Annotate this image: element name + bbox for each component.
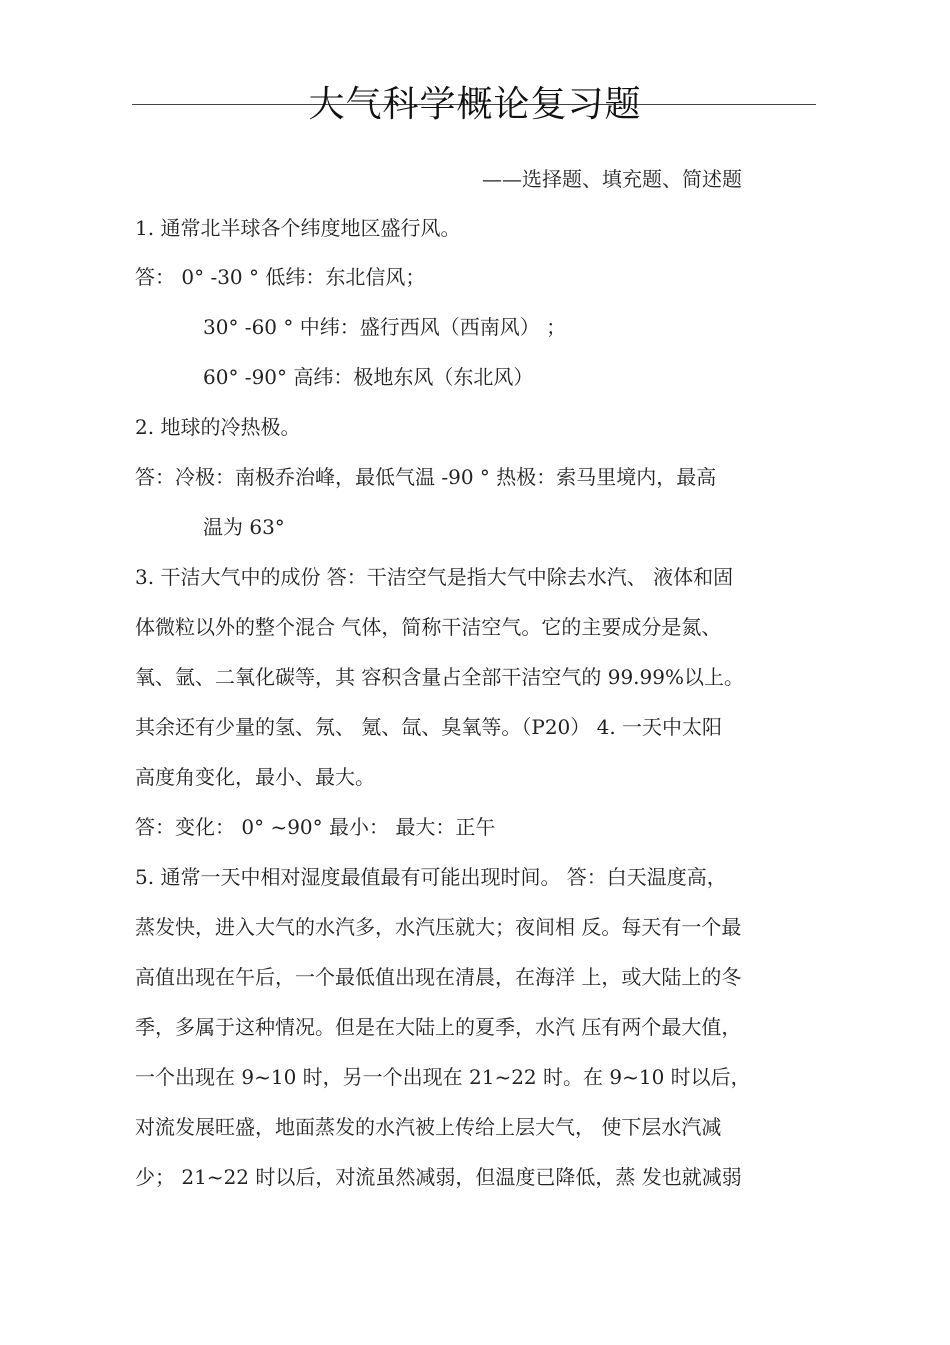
page-subtitle: ——选择题、填充题、简述题 — [482, 167, 742, 191]
answer-2-line-2: 温为 63° — [203, 515, 285, 539]
page-title-text: 大气科学概论复习题 — [308, 84, 642, 125]
question-3-line-3: 氧、氩、二氧化碳等，其 容积含量占全部干洁空气的 99.99%以上。 — [135, 665, 744, 689]
answer-5-line-6: 少； 21~22 时以后，对流虽然减弱，但温度已降低，蒸 发也就减弱 — [135, 1165, 742, 1189]
answer-1-line-2: 30° -60 ° 中纬：盛行西风（西南风） ； — [203, 315, 567, 339]
answer-5-line-3: 季，多属于这种情况。但是在大陆上的夏季，水汽 压有两个最大值， — [135, 1015, 742, 1039]
question-5-line-1: 5. 通常一天中相对湿度最值最有可能出现时间。 答：白天温度高， — [135, 865, 727, 889]
question-1: 1. 通常北半球各个纬度地区盛行风。 — [135, 216, 461, 240]
answer-5-line-4: 一个出现在 9~10 时，另一个出现在 21~22 时。在 9~10 时以后， — [135, 1065, 751, 1089]
question-3-line-4: 其余还有少量的氢、氖、 氪、氙、臭氧等。（P20） 4. 一天中太阳 — [135, 715, 723, 739]
answer-1-line-1: 答： 0° -30 ° 低纬：东北信风； — [135, 265, 426, 289]
question-2: 2. 地球的冷热极。 — [135, 415, 301, 439]
answer-2-line-1: 答：冷极：南极乔治峰，最低气温 -90 ° 热极：索马里境内，最高 — [135, 465, 717, 489]
answer-5-line-5: 对流发展旺盛，地面蒸发的水汽被上传给上层大气， 使下层水汽减 — [135, 1115, 722, 1139]
question-3-line-2: 体微粒以外的整个混合 气体，简称干洁空气。它的主要成分是氮、 — [135, 615, 722, 639]
question-4: 高度角变化，最小、最大。 — [135, 765, 375, 789]
answer-5-line-1: 蒸发快，进入大气的水汽多，水汽压就大；夜间相 反。每天有一个最 — [135, 915, 742, 939]
question-3-line-1: 3. 干洁大气中的成份 答：干洁空气是指大气中除去水汽、 液体和固 — [135, 565, 734, 589]
answer-4: 答：变化： 0° ~90° 最小： 最大：正午 — [135, 815, 496, 839]
page-title — [0, 78, 950, 132]
answer-1-line-3: 60° -90° 高纬：极地东风（东北风） — [203, 365, 534, 389]
answer-5-line-2: 高值出现在午后，一个最低值出现在清晨，在海洋 上，或大陆上的冬 — [135, 965, 742, 989]
